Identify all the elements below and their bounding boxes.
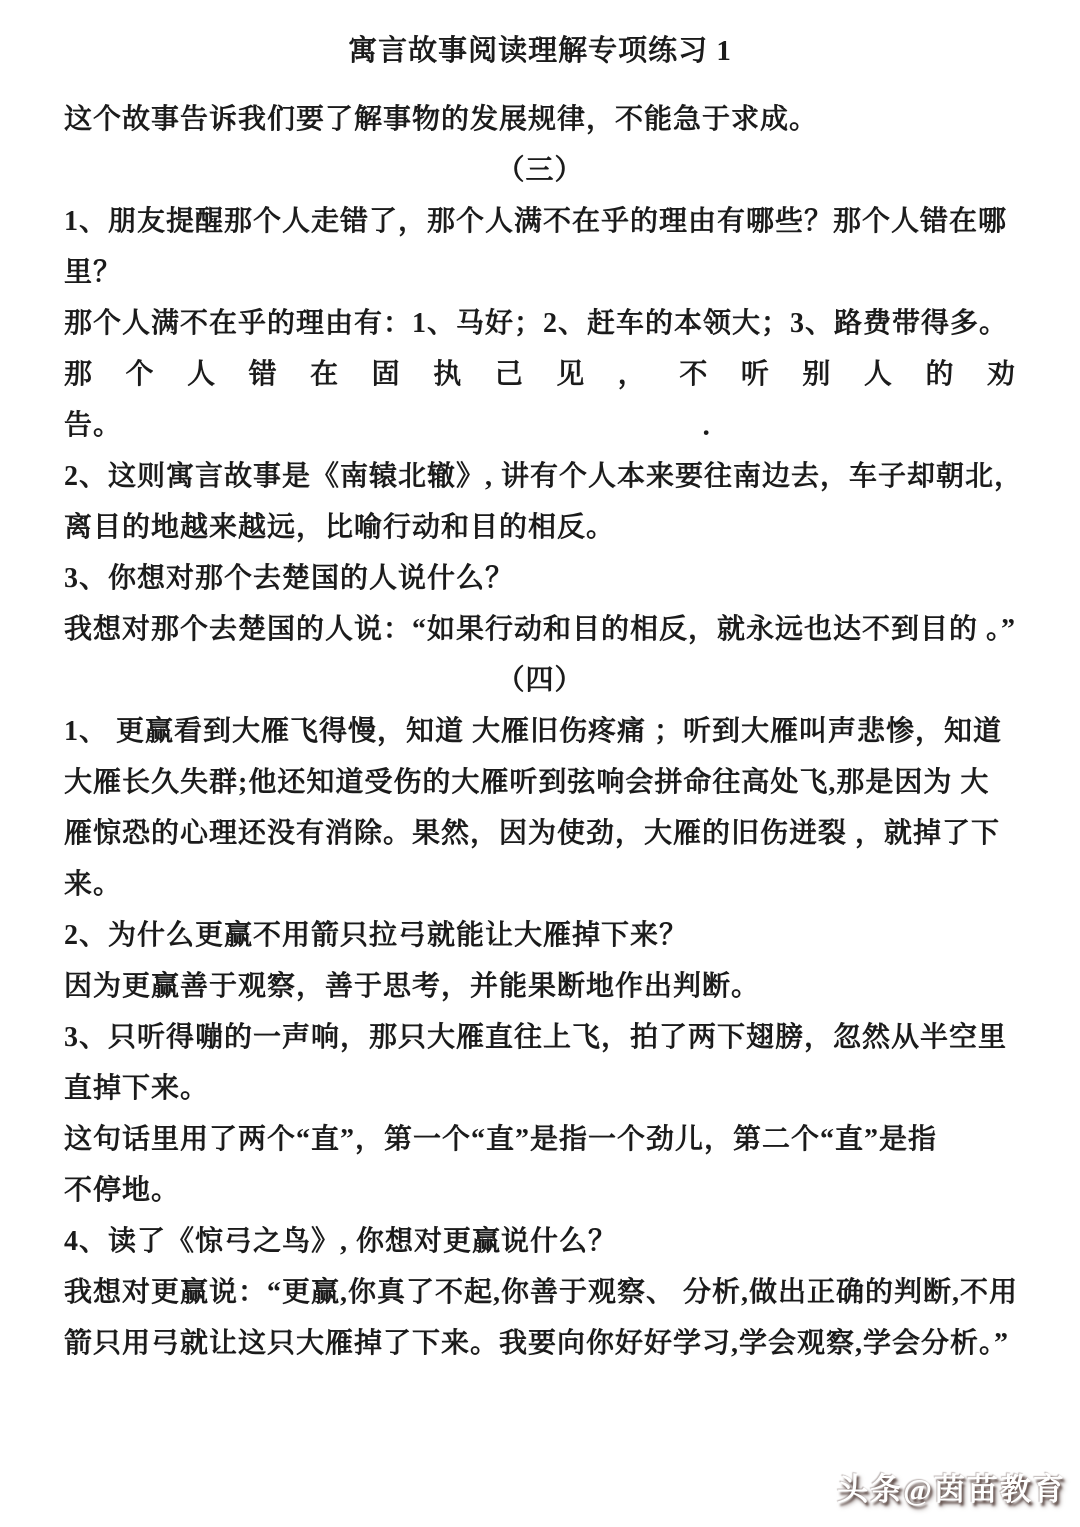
text-line xyxy=(64,196,1016,247)
watermark-text: 头条@茵苗教育 xyxy=(837,1472,1066,1507)
text-line xyxy=(64,757,1016,808)
text-line xyxy=(64,349,1016,400)
text-line-content: 我想对更赢说：“更赢,你真了不起,你善于观察、 分析,做出正确的判断,不用 xyxy=(64,1277,1019,1308)
document-body xyxy=(64,94,1024,1369)
text-line-content: 因为更赢善于观察，善于思考，并能果断地作出判断。 xyxy=(64,971,761,1002)
text-line-content: 离目的地越来越远，比喻行动和目的相反。 xyxy=(64,512,616,543)
text-line-content: 那 个 人 错 在 固 执 己 见 ， 不 听 别 人 的 劝 xyxy=(64,359,1016,390)
text-line xyxy=(64,1216,1016,1267)
text-line xyxy=(64,247,1016,298)
text-line xyxy=(64,94,1016,145)
text-line xyxy=(64,1114,1016,1165)
text-line-content: 里？ xyxy=(64,257,123,288)
text-line-content: 3、只听得嘣的一声响，那只大雁直往上飞，拍了两下翅膀，忽然从半空里 xyxy=(64,1022,1008,1053)
text-line xyxy=(64,502,1016,553)
watermark xyxy=(837,1464,1066,1509)
page-title: 寓言故事阅读理解专项练习 1 xyxy=(348,35,732,67)
text-line-content: （四） xyxy=(496,665,584,696)
text-line xyxy=(64,1063,1016,1114)
text-line xyxy=(64,451,1024,502)
text-line xyxy=(64,145,1016,196)
text-line xyxy=(64,808,1016,859)
text-line-content: 来。 xyxy=(64,869,123,900)
text-line-content: 告。 xyxy=(64,410,123,441)
text-line xyxy=(64,1012,1016,1063)
text-line-content: 1、 更赢看到大雁飞得慢，知道 大雁旧伤疼痛 ；听到大雁叫声悲惨，知道 xyxy=(64,716,1003,747)
text-line-content: 大雁长久失群;他还知道受伤的大雁听到弦响会拼命往高处飞,那是因为 大 xyxy=(64,767,990,798)
text-line xyxy=(64,961,1016,1012)
text-line-content: 3、你想对那个去楚国的人说什么？ xyxy=(64,563,515,594)
text-line xyxy=(64,655,1016,706)
text-line xyxy=(64,604,1016,655)
text-line-content: 2、这则寓言故事是《南辕北辙》, 讲有个人本来要往南边去，车子却朝北， xyxy=(64,461,1024,492)
text-line xyxy=(64,400,1016,451)
text-line-content: 那个人满不在乎的理由有：1、马好；2、赶车的本领大；3、路费带得多。 xyxy=(64,308,1009,339)
stray-period: ． xyxy=(701,410,731,441)
text-line-content: 雁惊恐的心理还没有消除。果然，因为使劲，大雁的旧伤迸裂 ，就掉了下 xyxy=(64,818,1001,849)
text-line-content: 箭只用弓就让这只大雁掉了下来。我要向你好好学习,学会观察,学会分析。” xyxy=(64,1328,1010,1359)
text-line xyxy=(64,1267,1019,1318)
text-line-content: （三） xyxy=(496,155,584,186)
text-line-content: 2、为什么更赢不用箭只拉弓就能让大雁掉下来？ xyxy=(64,920,689,951)
text-line-content: 这个故事告诉我们要了解事物的发展规律，不能急于求成。 xyxy=(64,104,819,135)
text-line-content: 不停地。 xyxy=(64,1175,181,1206)
text-line xyxy=(64,706,1016,757)
text-line xyxy=(64,553,1016,604)
text-line xyxy=(64,910,1016,961)
text-line-content: 我想对那个去楚国的人说：“如果行动和目的相反，就永远也达不到目的 。” xyxy=(64,614,1017,645)
text-line-content: 4、读了《惊弓之鸟》, 你想对更赢说什么？ xyxy=(64,1226,618,1257)
text-line xyxy=(64,859,1016,910)
text-line-content: 1、朋友提醒那个人走错了，那个人满不在乎的理由有哪些？那个人错在哪 xyxy=(64,206,1008,237)
text-line xyxy=(64,1165,1016,1216)
text-line xyxy=(64,1318,1016,1369)
text-line-content: 直掉下来。 xyxy=(64,1073,210,1104)
text-line-content: 这句话里用了两个“直”，第一个“直”是指一个劲儿，第二个“直”是指 xyxy=(64,1124,938,1155)
text-line xyxy=(64,298,1016,349)
